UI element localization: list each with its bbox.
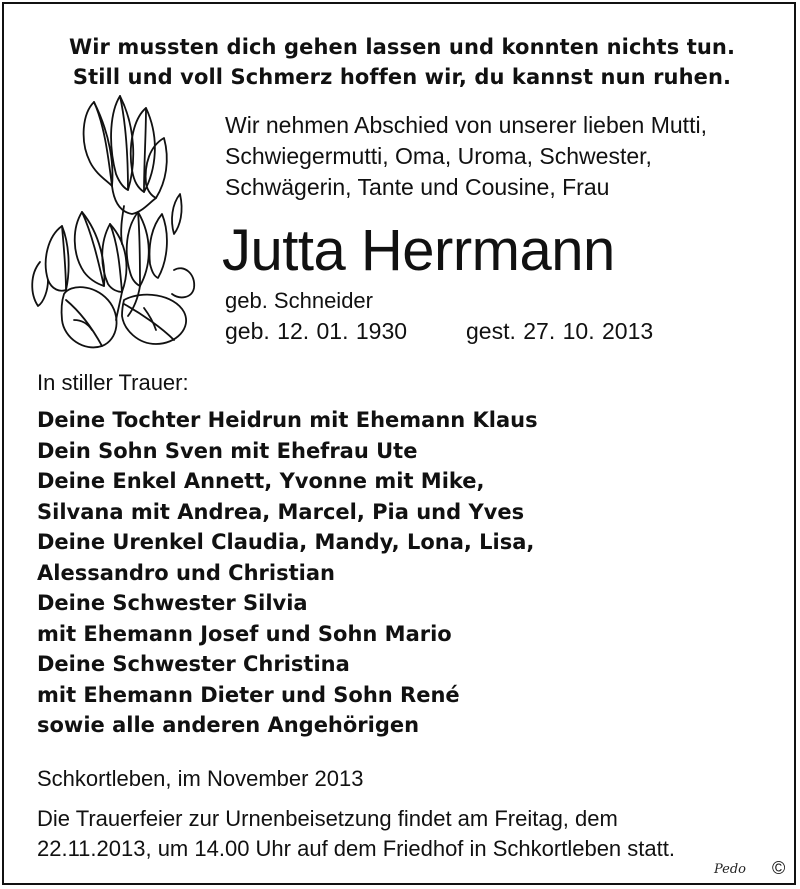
mourner-line: sowie alle anderen Angehörigen — [37, 713, 420, 737]
ceremony-line-1: Die Trauerfeier zur Urnenbeisetzung findet am Freitag, dem — [37, 806, 618, 831]
mourner-line: mit Ehemann Dieter und Sohn René — [37, 682, 460, 707]
mourner-line: Silvana mit Andrea, Marcel, Pia und Yves — [37, 499, 525, 524]
motto-line-2: Still und voll Schmerz hoffen wir, du kannst nun ruhen. — [72, 65, 732, 89]
mourner-line: Deine Schwester Silvia — [37, 591, 308, 615]
mourner-line: Dein Sohn Sven mit Ehefrau Ute — [37, 438, 418, 463]
cyclamen-flower-icon — [24, 94, 204, 354]
intro-line-3: Schwägerin, Tante und Cousine, Frau — [225, 174, 610, 200]
motto-line-1: Wir mussten dich gehen lassen und konnten nichts tun. — [68, 35, 736, 59]
birth-date: geb. 12. 01. 1930 — [225, 318, 408, 344]
ceremony-info — [37, 804, 797, 864]
place-date: Schkortleben, im November 2013 — [37, 766, 364, 791]
mourner-line: Alessandro und Christian — [37, 560, 335, 585]
intro-line-1: Wir nehmen Abschied von unserer lieben Mutti, — [225, 112, 707, 138]
grief-label: In stiller Trauer: — [37, 370, 189, 395]
mourners-list — [37, 405, 538, 741]
deceased-name: Jutta Herrmann — [222, 218, 615, 283]
mourner-line: Deine Urenkel Claudia, Mandy, Lona, Lisa, — [37, 530, 535, 554]
mourner-line: Deine Enkel Annett, Yvonne mit Mike, — [37, 469, 485, 493]
copyright-mark: © — [772, 858, 786, 878]
mourner-line: Deine Schwester Christina — [37, 652, 350, 676]
birth-name: geb. Schneider — [225, 288, 373, 313]
designer-credit: Pedo — [714, 862, 747, 877]
notice-border — [2, 2, 796, 885]
motto — [2, 32, 800, 92]
mourner-line: Deine Tochter Heidrun mit Ehemann Klaus — [37, 408, 538, 432]
life-dates — [225, 316, 654, 346]
death-date: gest. 27. 10. 2013 — [466, 318, 654, 344]
intro-line-2: Schwiegermutti, Oma, Uroma, Schwester, — [225, 143, 652, 169]
intro-text — [225, 110, 785, 203]
ceremony-line-2: 22.11.2013, um 14.00 Uhr auf dem Friedhof in Schkortleben statt. — [37, 836, 675, 861]
mourner-line: mit Ehemann Josef und Sohn Mario — [37, 621, 452, 646]
